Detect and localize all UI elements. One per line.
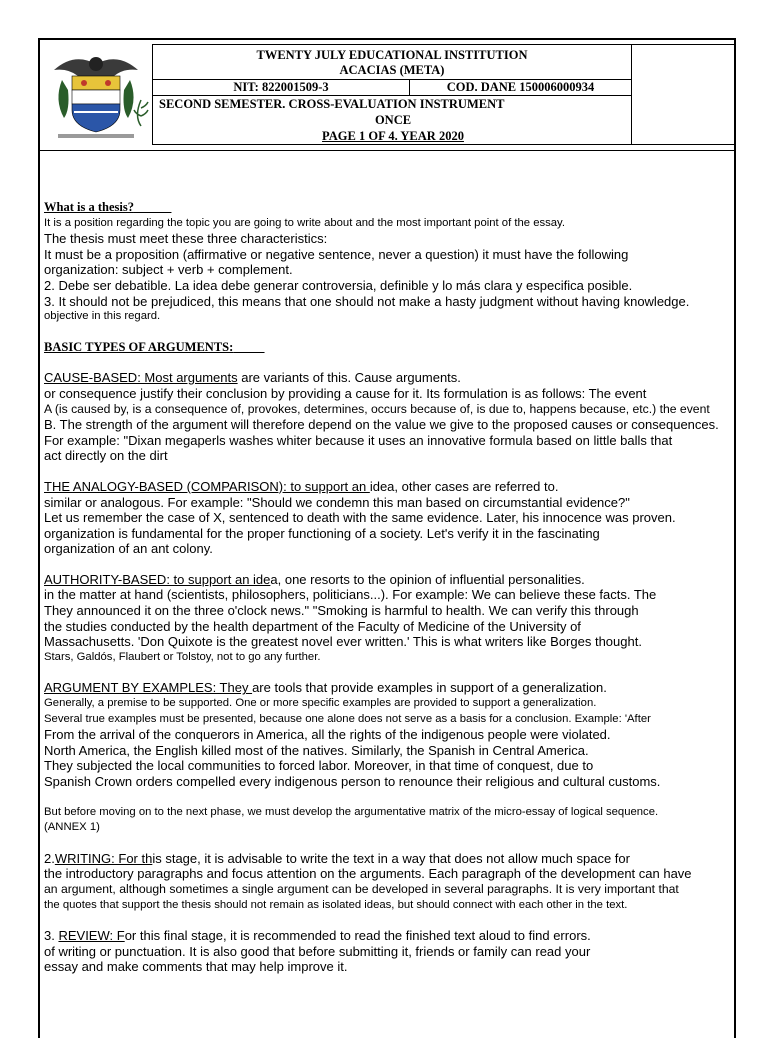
examples-paragraph: ARGUMENT BY EXAMPLES: They are tools that provide examples in support of a generalization. Generally, a premise to be supported. One or more specific examples are provided to support a generalization. Several true examples must be presented, because one alone does not serve as a basis for a conclusion. Example: 'After From the arrival of the conquerors in America, all the rights of the indigenous people were violated. North America, the English killed most of the natives. Similarly, the Spanish in Central America. They subjected the local communities to forced labor. Moreover, in that time of conquest, due to Spanish Crown orders compelled every indigenous person to renounce their religious and cultural customs.	[44, 680, 661, 789]
laurel-ornament-icon	[132, 98, 150, 128]
header-table	[152, 44, 735, 145]
thesis-c2: 2. Debe ser debatible. La idea debe generar controversia, definible y lo más clara y especifica posible.	[44, 277, 633, 293]
institution-name: TWENTY JULY EDUCATIONAL INSTITUTION	[256, 48, 528, 62]
dane-code: COD. DANE 150006000934	[410, 80, 632, 96]
review-paragraph: 3. REVIEW: For this final stage, it is recommended to read the finished text aloud to find errors. of writing or punctuation. It is also good that before submitting it, friends or family can read your essay and make comments that may help improve it.	[44, 928, 591, 975]
institution-cell	[153, 45, 632, 80]
nit-label: NIT: 822001509-3	[153, 80, 410, 96]
examples-label: ARGUMENT BY EXAMPLES: They	[44, 680, 253, 696]
institution-location: ACACIAS (META)	[339, 63, 445, 77]
page-info: PAGE 1 OF 4. YEAR 2020	[322, 129, 464, 143]
document-page	[38, 38, 736, 1038]
thesis-intro: The thesis must meet these three characteristics:	[44, 231, 328, 247]
thesis-heading: What is a thesis?	[44, 200, 134, 214]
thesis-c3b: objective in this regard.	[44, 310, 161, 323]
review-label: REVIEW: F	[58, 928, 125, 944]
thesis-definition: It is a position regarding the topic you are going to write about and the most important point of the essay.	[44, 216, 566, 229]
writing-label: WRITING: For th	[54, 850, 153, 866]
thesis-c3: 3. It should not be prejudiced, this means that one should not make a hasty judgment without having knowledge.	[44, 293, 690, 309]
basic-types-heading: BASIC TYPES OF ARGUMENTS:	[44, 339, 234, 354]
semester-title: SECOND SEMESTER. CROSS-EVALUATION INSTRUMENT	[159, 97, 505, 111]
authority-label: AUTHORITY-BASED: to support an ide	[44, 571, 271, 587]
document-body	[44, 200, 734, 975]
authority-paragraph: AUTHORITY-BASED: to support an idea, one resorts to the opinion of influential personalities. in the matter at hand (scientists, philosophers, politicians...). For example: We can believe these facts. The They announced it on the three o'clock news." "Smoking is harmful to health. We can verify this through the studies conducted by the health department of the Faculty of Medicine of the University of Massachusetts. 'Don Quixote is the greatest novel ever written.' This is what writers like Borges thought. Stars, Galdós, Flaubert or Tolstoy, not to go any further.	[44, 571, 657, 663]
semester-cell	[153, 96, 632, 145]
cause-paragraph: CAUSE-BASED: Most arguments are variants of this. Cause arguments. or consequence justify their conclusion by providing a cause for it. Its formulation is as follows: The event A (is caused by, is a consequence of, provokes, determines, occurs because of, is due to, happens because, etc.) the event B. The strength of the argument will therefore depend on the value we give to the proposed causes or consequences. For example: "Dixan megaperls washes whiter because it uses an innovative formula based on little balls that act directly on the dirt	[44, 370, 719, 464]
blank-cell	[632, 45, 735, 145]
thesis-c1b: organization: subject + verb + complement.	[44, 262, 293, 278]
matrix-paragraph: But before moving on to the next phase, we must develop the argumentative matrix of the micro-essay of logical sequence. (ANNEX 1)	[44, 805, 659, 834]
cause-label: CAUSE-BASED: Most arguments	[44, 370, 238, 386]
analogy-paragraph: THE ANALOGY-BASED (COMPARISON): to support an idea, other cases are referred to. similar or analogous. For example: "Should we condemn this man based on circumstantial evidence?" Let us remember the case of X, sentenced to death with the same evidence. Later, his innocence was proven. organization is fundamental for the proper functioning of a society. Let's verify it in the fascinating organization of an ant colony.	[44, 478, 676, 557]
grade-label: ONCE	[374, 113, 412, 127]
thesis-c1a: It must be a proposition (affirmative or negative sentence, never a question) it must have the following	[44, 246, 629, 262]
document-header	[40, 40, 734, 151]
analogy-label: THE ANALOGY-BASED (COMPARISON): to support an	[44, 478, 370, 494]
coat-of-arms-logo	[44, 50, 148, 142]
writing-paragraph: 2.WRITING: For this stage, it is advisable to write the text in a way that does not allow much space for the introductory paragraphs and focus attention on the arguments. Each paragraph of the development can have an argument, although sometimes a single argument can be developed in several paragraphs. It is very important that the quotes that support the thesis should not remain as isolated ideas, but should connect with each other in the text.	[44, 850, 692, 911]
